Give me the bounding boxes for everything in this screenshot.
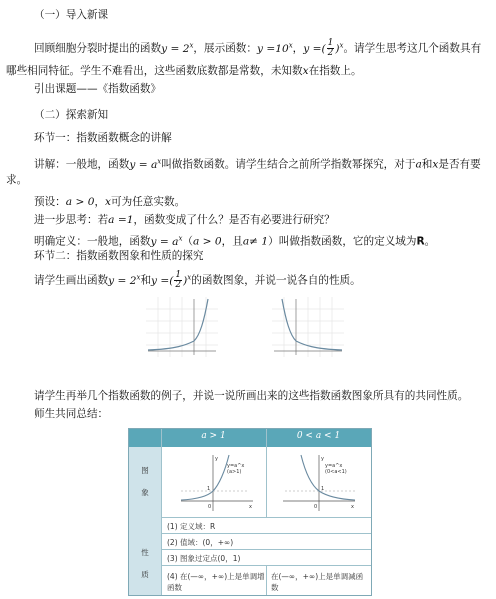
text: ，	[292, 42, 304, 55]
svg-text:0: 0	[208, 504, 212, 510]
svg-text:x: x	[249, 504, 252, 510]
svg-text:y: y	[321, 456, 324, 462]
prop-range: (2) 值域：(0，+∞)	[167, 538, 234, 547]
paragraph-lecture-line2: 求。	[6, 174, 28, 186]
row-divider	[161, 549, 371, 550]
curve-condition: (a>1)	[227, 469, 242, 475]
graph-y-2-pow-x	[146, 297, 218, 357]
svg-text:1: 1	[321, 486, 325, 492]
section-title-intro: （一）导入新课	[34, 9, 109, 21]
prop-decreasing: 在(—∞，+∞)上是单调减函数	[271, 572, 364, 592]
paragraph-summary: 师生共同总结：	[34, 408, 109, 420]
text: ，展示函数：	[193, 42, 257, 55]
prop-increasing: (4) 在(—∞，+∞)上是单调增函数	[167, 572, 265, 592]
paragraph-draw: 请学生画出函数$y = 2^x$和y =( $\frac{1}{2}$ )$^x$的函数图象，并说一说各自的性质。	[34, 270, 361, 291]
table-graph-increasing	[177, 453, 257, 513]
paragraph-definition: 明确定义：一般地，函数$y = a^x(a > 0$，且a≠ 1）叫做指数函数，它的定义域为R。	[34, 234, 436, 248]
paragraph-examples: 请学生再举几个指数函数的例子，并说一说所画出来的这些指数函数图象所具有的共同性质。	[34, 390, 469, 402]
svg-text:1: 1	[207, 486, 211, 492]
curve-decreasing	[282, 299, 342, 350]
paragraph-further: 进一步思考：若a =1，函数变成了什么？是否有必要进行研究？	[34, 214, 335, 226]
svg-text:x: x	[351, 504, 354, 510]
column-divider	[161, 429, 162, 595]
graph-y-half-pow-x	[272, 297, 344, 357]
paragraph-lecture-line1: 讲解：一般地，函数$y = a^x$叫做指数函数。请学生结合之前所学指数幂探究，对于a和x是否有要	[34, 157, 481, 171]
link2-title: 环节二：指数函数图象和性质的探究	[34, 250, 204, 262]
formula-y2x: $y = 2^x$	[161, 41, 194, 55]
paragraph-preset: 预设：a > 0，x可为任意实数。	[34, 196, 186, 208]
formula-yhalfx: y =( $\frac{1}{2}$ )$^x$	[303, 38, 344, 59]
header-a-between: 0 < a < 1	[296, 431, 341, 441]
curve-label: y=a^x	[325, 463, 343, 469]
curve-condition: (0<a<1)	[325, 469, 347, 475]
header-a-gt-1: a > 1	[201, 431, 226, 441]
svg-text:y: y	[215, 456, 218, 462]
row-label-props: 性 质	[141, 548, 149, 579]
section-title-explore: （二）探索新知	[34, 109, 109, 121]
text: 回顾细胞分裂时提出的函数	[34, 42, 162, 55]
curve-increasing	[148, 299, 208, 350]
row-divider	[161, 517, 371, 518]
link1-title: 环节一：指数函数概念的讲解	[34, 132, 172, 144]
summary-table	[128, 428, 372, 596]
prop-fixed-point: (3) 图象过定点(0，1)	[167, 554, 241, 563]
paragraph-intro-line2: 哪些相同特征。学生不难看出，这些函数底数都是常数，未知数x在指数上。	[6, 65, 362, 77]
table-graph-decreasing	[279, 453, 359, 513]
prop-domain: (1) 定义域：R	[167, 522, 216, 531]
paragraph-intro-line1	[34, 38, 481, 58]
column-divider	[266, 429, 267, 517]
column-divider	[266, 565, 267, 595]
formula-y10x: $y =10^x$	[256, 41, 293, 55]
text: 。请学生思考这几个函数具有	[343, 42, 482, 55]
curve-label: y=a^x	[227, 463, 245, 469]
paragraph-intro-line3: 引出课题——《指数函数》	[34, 83, 162, 95]
row-divider	[161, 533, 371, 534]
svg-text:0: 0	[314, 504, 318, 510]
row-label-image: 图 象	[141, 466, 149, 497]
